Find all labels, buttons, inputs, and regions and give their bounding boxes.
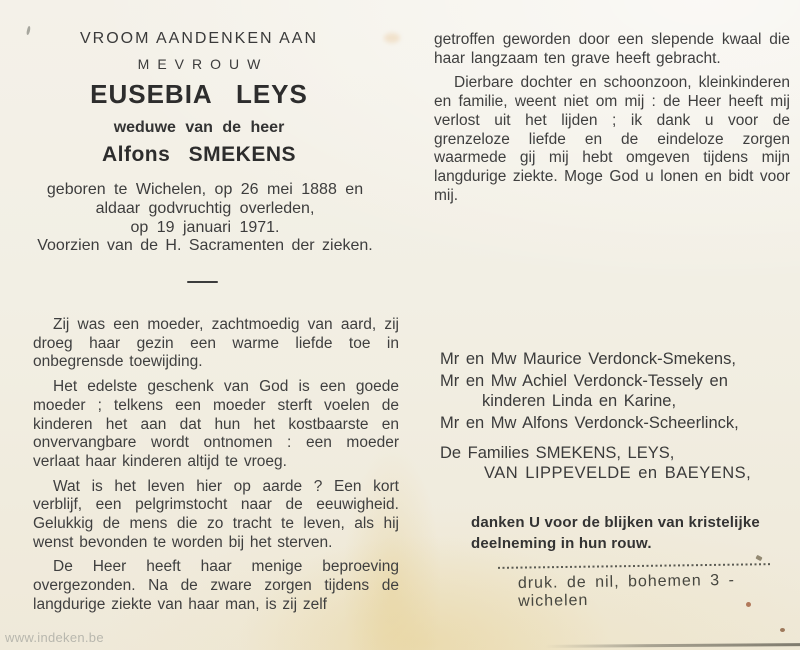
scan-speck — [755, 555, 762, 561]
memorial-paragraph: Het edelste geschenk van God is een goede moeder ; telkens een moeder sterft voelen de kinderen het aan dat hun het kostbaarste en onvervangbare wordt ontnomen : een moeder verlaat haar kinderen altijd te vroeg. — [33, 378, 399, 470]
sacraments-line: Voorzien van de H. Sacramenten der zieken. — [37, 237, 373, 254]
family-line: Mr en Mw Maurice Verdonck-Smekens, — [440, 350, 736, 368]
family-line: Mr en Mw Achiel Verdonck-Tessely en — [440, 372, 728, 390]
family-line: kinderen Linda en Karine, — [482, 392, 677, 410]
memorial-paragraph: Wat is het leven hier op aarde ? Een kort verblijf, een pelgrimstocht naar de eeuwigheid. Gelukkig de mens die zo tracht te leven, als hij wenst bevonden te worden bij het sterven. — [33, 477, 399, 551]
family-line: VAN LIPPEVELDE en BAEYENS, — [484, 464, 752, 482]
death-line-1: aldaar godvruchtig overleden, — [95, 200, 315, 217]
scan-edge-shadow — [545, 643, 800, 648]
watermark-text: www.indeken.be — [5, 630, 104, 645]
family-line: Mr en Mw Alfons Verdonck-Scheerlinck, — [440, 414, 739, 432]
title-mevrouw: MEVROUW — [137, 56, 269, 72]
memorial-paragraph: getroffen geworden door een slepende kwaal die haar langzaam ten grave heeft gebracht. — [434, 31, 790, 67]
family-line: De Families SMEKENS, LEYS, — [440, 444, 675, 462]
left-text-column — [33, 316, 399, 621]
printer-line: druk. de nil, bohemen 3 - wichelen — [517, 571, 735, 610]
relation-line: weduwe van de heer — [113, 119, 285, 136]
intro-line: VROOM AANDENKEN AAN — [79, 30, 319, 47]
memorial-paragraph: Zij was een moeder, zachtmoedig van aard, zij droeg haar gezin een warme liefde toe in onbegrensde toewijding. — [33, 316, 399, 371]
memorial-paragraph: Dierbare dochter en schoonzoon, kleinkinderen en familie, weent niet om mij : de Heer heeft mij verlost uit het lijden ; ik dank u voor de grenzeloze liefde en de eindeloze zorgen waarmede gij mij hebt omgeven tijdens mijn langdurige ziekte. Moge God u lonen en bidt voor mij. — [434, 74, 790, 204]
memorial-paragraph: De Heer heeft haar menige beproeving overgezonden. Na de zware zorgen tijdens de langdurige ziekte van haar man, is zij zelf — [33, 558, 399, 613]
scan-smudge — [384, 33, 400, 43]
life-dates-block — [25, 180, 385, 237]
dotted-line — [498, 563, 772, 569]
scan-speck — [746, 602, 751, 607]
family-names-block — [440, 349, 790, 483]
scan-speck — [780, 628, 785, 632]
deceased-name: EUSEBIA LEYS — [90, 79, 308, 109]
right-text-column — [434, 31, 790, 211]
death-line-2: op 19 januari 1971. — [130, 219, 280, 236]
divider-line — [187, 281, 218, 283]
husband-name: Alfons SMEKENS — [101, 143, 296, 166]
thanks-line: danken U voor de blijken van kristelijke deelneming in hun rouw. — [471, 514, 760, 552]
birth-line: geboren te Wichelen, op 26 mei 1888 en — [46, 181, 364, 198]
